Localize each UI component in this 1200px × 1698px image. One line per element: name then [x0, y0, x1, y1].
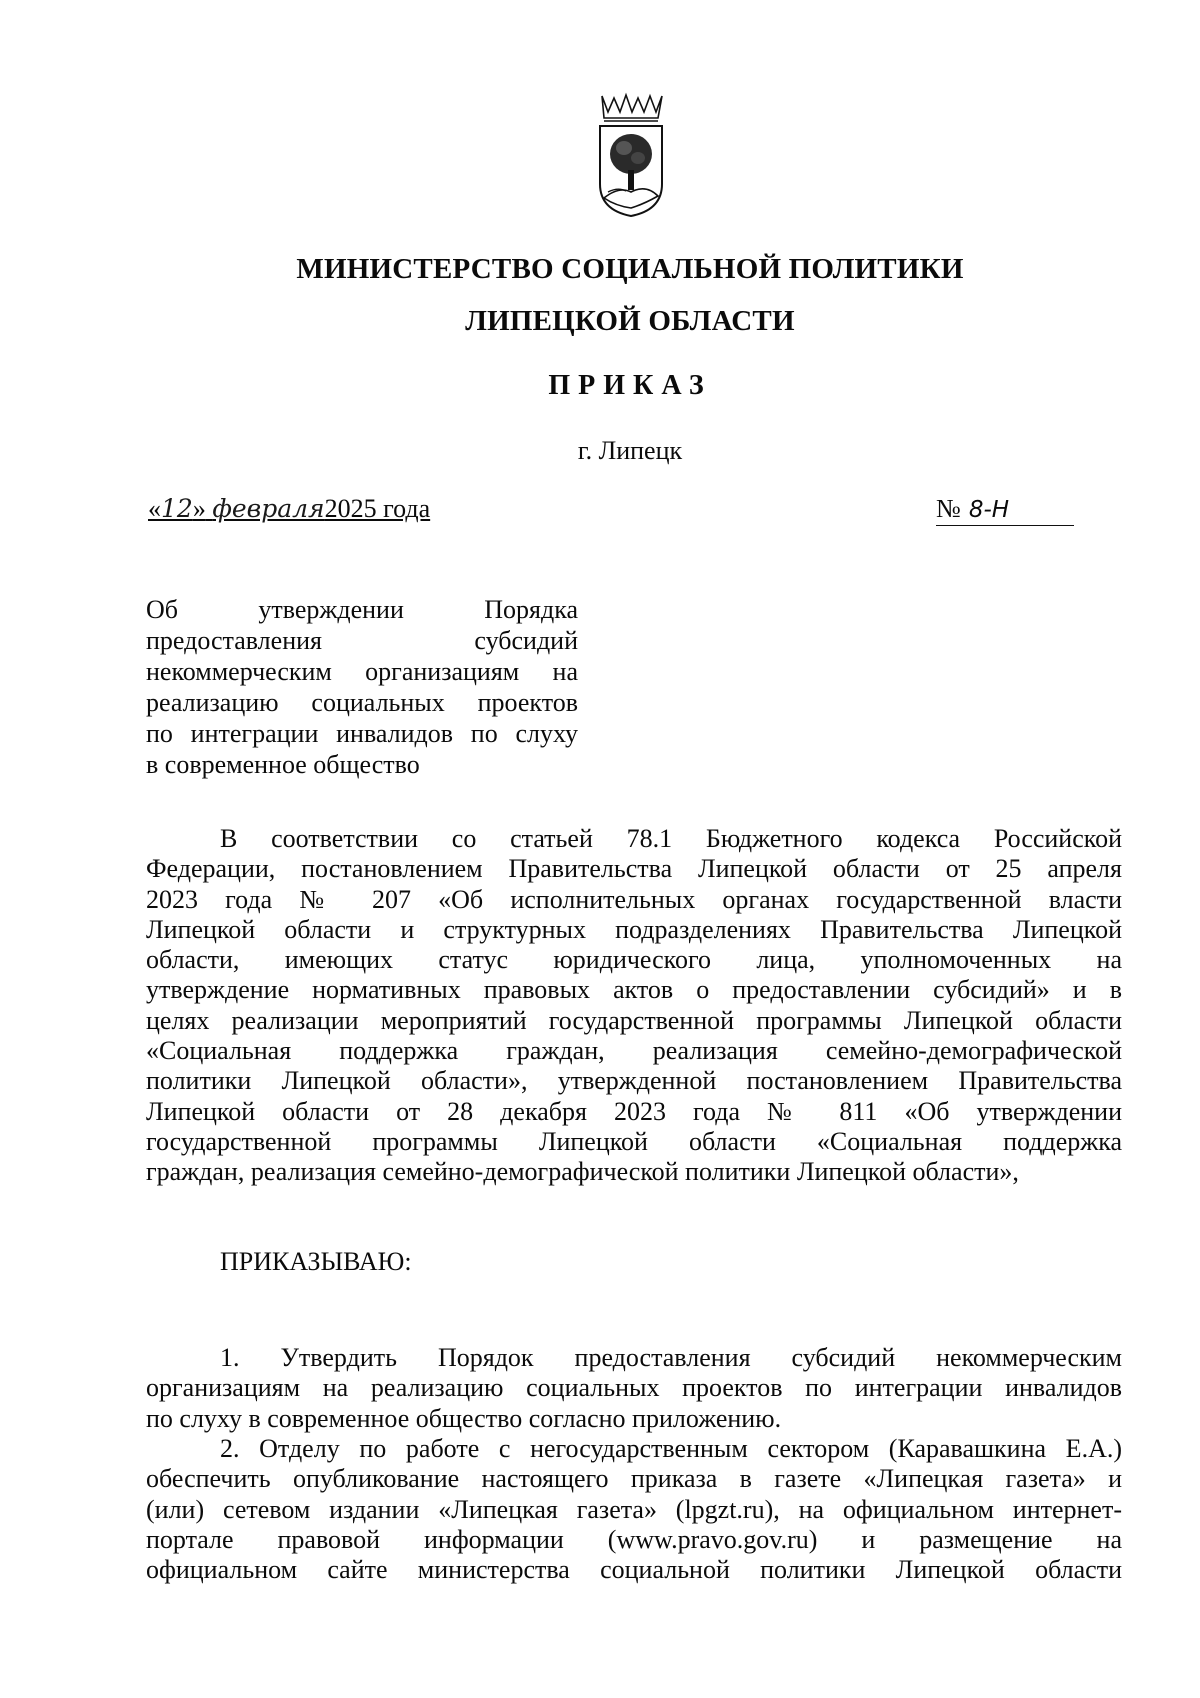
date-open-quote: « [148, 494, 161, 523]
item-2-line: (или) сетевом издании «Липецкая газета» (lpgzt.ru), на официальном интернет- [146, 1494, 1122, 1524]
title-line: реализацию социальных проектов [146, 688, 578, 717]
preamble-line: целях реализации мероприятий государственной программы Липецкой области [146, 1005, 1122, 1035]
title-line: по интеграции инвалидов по слуху [146, 719, 578, 748]
number-sign: № [936, 494, 961, 523]
ministry-name-line1: МИНИСТЕРСТВО СОЦИАЛЬНОЙ ПОЛИТИКИ [296, 253, 964, 285]
ministry-name-line2: ЛИПЕЦКОЙ ОБЛАСТИ [465, 305, 795, 337]
order-title [146, 594, 578, 780]
date-day-handwritten: 12 [161, 494, 193, 523]
preamble-line: утверждение нормативных правовых актов о предоставлении субсидий» и в [146, 975, 1122, 1005]
coat-of-arms-emblem [594, 92, 668, 220]
item-2-line: 2. Отделу по работе с негосударственным сектором (Каравашкина Е.А.) [220, 1434, 1122, 1463]
preamble-line: области, имеющих статус юридического лица, уполномоченных на [146, 945, 1122, 975]
date-year: 2025 года [324, 494, 431, 523]
city: г. Липецк [577, 436, 683, 465]
item-2-paragraph [146, 1434, 1122, 1585]
preamble-line: Липецкой области и структурных подразделениях Правительства Липецкой [146, 914, 1122, 944]
preamble-line: «Социальная поддержка граждан, реализация семейно-демографической [146, 1036, 1122, 1066]
item-2-line: портале правовой информации (www.pravo.gov.ru) и размещение на [146, 1524, 1122, 1554]
date-month-handwritten: февраля [212, 494, 325, 523]
item-2-line: обеспечить опубликование настоящего приказа в газете «Липецкая газета» и [146, 1464, 1122, 1494]
preamble-line: Федерации, постановлением Правительства Липецкой области от 25 апреля [146, 854, 1122, 884]
item-1-line: по слуху в современное общество согласно приложению. [146, 1403, 782, 1433]
title-line: предоставления субсидий [146, 626, 578, 655]
order-number-handwritten: 8-Н [968, 497, 1010, 523]
order-word: ПРИКАЗЫВАЮ: [220, 1247, 412, 1276]
document-type: ПРИКАЗ [548, 370, 712, 401]
item-1-paragraph [146, 1343, 1122, 1434]
item-2-line: официальном сайте министерства социальной политики Липецкой области [146, 1555, 1122, 1585]
title-line: Об утверждении Порядка [146, 595, 578, 624]
date-close-quote: » [192, 494, 206, 523]
preamble-line: В соответствии со статьей 78.1 Бюджетного кодекса Российской [220, 824, 1122, 853]
preamble-line: государственной программы Липецкой области «Социальная поддержка [146, 1126, 1122, 1156]
title-line: в современное общество [146, 750, 420, 779]
preamble-line: граждан, реализация семейно-демографической политики Липецкой области», [146, 1157, 1019, 1187]
preamble-line: 2023 года № 207 «Об исполнительных органах государственной власти [146, 884, 1122, 914]
order-number [936, 494, 1074, 526]
preamble-line: Липецкой области от 28 декабря 2023 года № 811 «Об утверждении [146, 1096, 1122, 1126]
item-1-line: 1. Утвердить Порядок предоставления субсидий некоммерческим [220, 1343, 1122, 1372]
title-line: некоммерческим организациям на [146, 657, 578, 686]
item-1-line: организациям на реализацию социальных проектов по интеграции инвалидов [146, 1373, 1122, 1403]
preamble-line: политики Липецкой области», утвержденной постановлением Правительства [146, 1066, 1122, 1096]
order-date [148, 494, 430, 524]
preamble-paragraph [146, 824, 1122, 1188]
